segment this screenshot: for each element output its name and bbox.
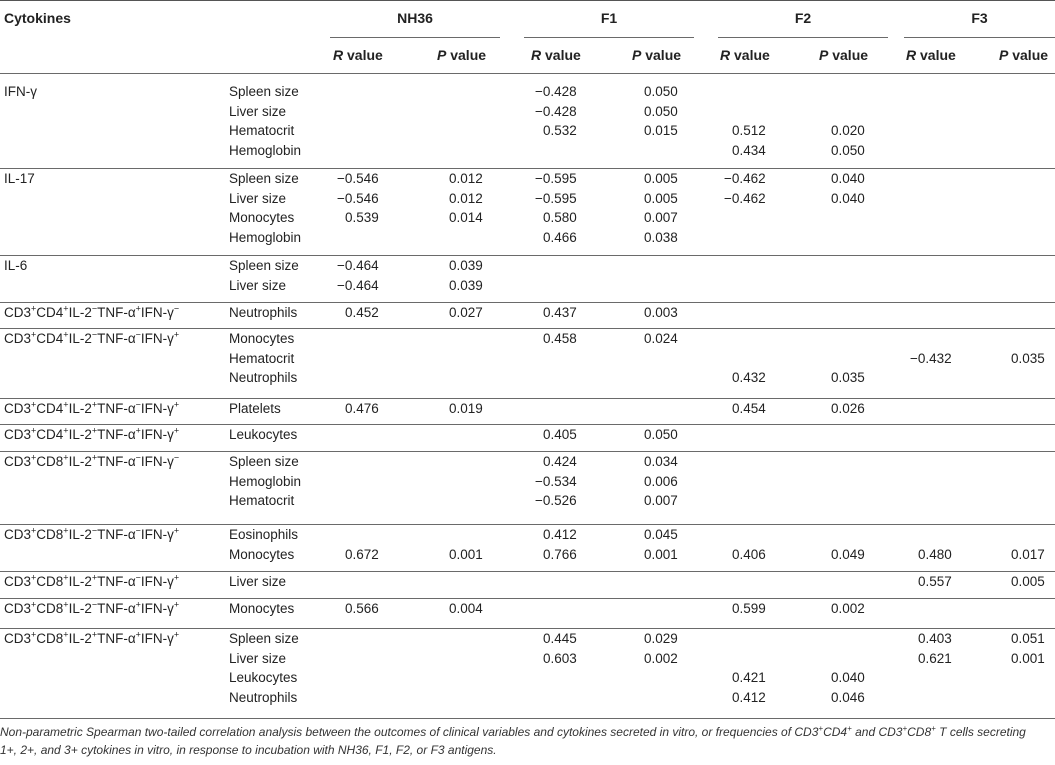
text-segment: CD4: [36, 331, 64, 346]
superscript: +: [63, 629, 69, 640]
superscript: +: [173, 425, 180, 436]
text-segment: TNF-α: [97, 601, 136, 616]
clinical-variable: Hemoglobin: [229, 230, 302, 246]
text-segment: TNF-α: [97, 401, 136, 416]
superscript: −: [91, 525, 98, 536]
p-value-cell-f2: 0.020: [831, 123, 865, 139]
stat-letter: R: [720, 47, 731, 63]
variable-line: [0, 230, 1055, 250]
p-value-header-f1: [632, 47, 681, 63]
superscript: +: [31, 599, 37, 610]
r-value-cell-f3: 0.480: [918, 546, 952, 562]
group-header-f2: F2: [794, 10, 812, 26]
superscript: −: [135, 399, 141, 410]
table-row: [0, 330, 1055, 400]
text-segment: CD3: [4, 601, 32, 616]
superscript: +: [91, 629, 98, 640]
text-segment: TNF-α: [97, 427, 136, 442]
row-divider: [0, 598, 1055, 599]
superscript: +: [63, 329, 69, 340]
text-segment: IFN-γ: [140, 454, 174, 469]
text-segment: IFN-γ: [140, 331, 174, 346]
table-row: [0, 83, 1055, 170]
text-segment: CD8: [36, 527, 64, 542]
text-segment: CD8: [36, 631, 64, 646]
group-header-f1: F1: [600, 10, 618, 26]
variable-line: [0, 370, 1055, 390]
r-value-cell-f2: 0.432: [732, 370, 766, 386]
p-value-cell-f1: 0.006: [644, 473, 678, 489]
superscript: +: [135, 303, 141, 314]
text-segment: CD4: [823, 725, 848, 739]
text-segment: IL-2: [68, 527, 92, 542]
superscript: −: [173, 303, 180, 314]
p-value-cell-f3: 0.005: [1011, 574, 1045, 589]
text-segment: CD4: [36, 305, 64, 320]
text-segment: CD3: [4, 454, 32, 469]
variable-line: [0, 670, 1055, 690]
r-value-cell-nh36: −0.546: [337, 171, 379, 186]
p-value-header-f3: [999, 47, 1048, 63]
superscript: −: [91, 599, 98, 610]
superscript: +: [173, 599, 180, 610]
clinical-variable: Liver size: [229, 190, 287, 206]
table-row: [0, 426, 1055, 453]
superscript: +: [931, 724, 936, 733]
r-value-cell-f1: 0.412: [543, 527, 577, 542]
table-header: [0, 0, 1055, 78]
value-word: value: [730, 47, 770, 63]
superscript: +: [31, 629, 37, 640]
p-value-cell-nh36: 0.001: [449, 546, 483, 562]
r-value-cell-nh36: −0.464: [337, 277, 379, 293]
p-value-cell-nh36: 0.027: [449, 305, 483, 320]
variable-line: [0, 84, 1055, 104]
group-header-nh36: NH36: [397, 10, 433, 26]
r-value-cell-f1: −0.428: [535, 84, 577, 99]
table-row: [0, 400, 1055, 426]
r-value-cell-f3: 0.403: [918, 631, 952, 646]
variable-line: [0, 143, 1055, 163]
group-underline-f2: [718, 37, 888, 38]
variable-line: [0, 104, 1055, 124]
superscript: +: [31, 329, 37, 340]
superscript: +: [135, 599, 141, 610]
p-value-cell-f2: 0.046: [831, 690, 865, 706]
header-rule: [0, 73, 1055, 74]
p-value-cell-nh36: 0.019: [449, 401, 483, 416]
text-segment: CD8: [36, 574, 64, 589]
variable-line: [0, 171, 1055, 191]
clinical-variable: Eosinophils: [229, 527, 299, 542]
p-value-cell-f1: 0.007: [644, 493, 678, 509]
clinical-variable: Platelets: [229, 401, 281, 416]
p-value-cell-f2: 0.002: [831, 601, 865, 616]
variable-line: [0, 427, 1055, 447]
value-word: value: [541, 47, 581, 63]
row-divider: [0, 628, 1055, 629]
variable-line: [0, 454, 1055, 474]
r-value-cell-f2: 0.412: [732, 690, 766, 706]
clinical-variable: Liver size: [229, 574, 287, 589]
r-value-header-nh36: [333, 47, 383, 63]
text-segment: CD4: [36, 427, 64, 442]
p-value-cell-f1: 0.007: [644, 210, 678, 226]
superscript: +: [63, 599, 69, 610]
clinical-variable: Neutrophils: [229, 690, 298, 706]
variable-line: [0, 305, 1055, 325]
variable-line: [0, 123, 1055, 143]
superscript: −: [91, 329, 98, 340]
text-segment: TNF-α: [97, 527, 136, 542]
r-value-cell-f1: 0.766: [543, 546, 577, 562]
text-segment: CD8: [36, 454, 64, 469]
clinical-variable: Hematocrit: [229, 493, 295, 509]
p-value-cell-f2: 0.035: [831, 370, 865, 386]
superscript: +: [173, 399, 180, 410]
clinical-variable: Hematocrit: [229, 123, 295, 139]
p-value-cell-f1: 0.003: [644, 305, 678, 320]
variable-line: [0, 527, 1055, 547]
text-segment: CD3: [4, 401, 32, 416]
superscript: +: [91, 572, 98, 583]
superscript: +: [91, 425, 98, 436]
table-row: [0, 304, 1055, 330]
row-divider: [0, 424, 1055, 425]
stat-letter: P: [632, 47, 642, 63]
p-value-cell-f2: 0.026: [831, 401, 865, 416]
superscript: +: [63, 399, 69, 410]
text-segment: IL-2: [68, 427, 92, 442]
table-bottom-rule: [0, 718, 1055, 719]
table-row: [0, 630, 1055, 710]
cytokines-column-header: Cytokines: [4, 10, 71, 26]
superscript: +: [135, 425, 141, 436]
row-divider: [0, 168, 1055, 169]
r-value-cell-f2: 0.599: [732, 601, 766, 616]
r-value-cell-f2: 0.406: [732, 546, 766, 562]
r-value-cell-f1: −0.428: [535, 103, 577, 119]
variable-line: [0, 210, 1055, 230]
stat-letter: P: [437, 47, 447, 63]
p-value-cell-f1: 0.005: [644, 171, 678, 186]
p-value-cell-f1: 0.001: [644, 546, 678, 562]
row-divider: [0, 328, 1055, 329]
r-value-cell-nh36: 0.672: [345, 546, 379, 562]
value-word: value: [343, 47, 383, 63]
p-value-cell-f3: 0.001: [1011, 650, 1045, 666]
text-segment: IL-2: [68, 305, 92, 320]
value-word: value: [446, 47, 487, 63]
value-word: value: [828, 47, 869, 63]
r-value-cell-f1: 0.603: [543, 650, 577, 666]
text-segment: and CD3: [851, 725, 903, 739]
superscript: −: [135, 572, 141, 583]
clinical-variable: Liver size: [229, 277, 287, 293]
text-segment: TNF-α: [97, 574, 136, 589]
row-divider: [0, 451, 1055, 452]
clinical-variable: Leukocytes: [229, 670, 298, 686]
clinical-variable: Spleen size: [229, 84, 299, 99]
clinical-variable: Neutrophils: [229, 370, 298, 386]
text-segment: CD4: [36, 401, 64, 416]
text-segment: CD3: [4, 331, 32, 346]
variable-line: [0, 493, 1055, 513]
text-segment: IFN-γ: [140, 401, 174, 416]
superscript: +: [63, 572, 69, 583]
p-value-cell-f2: 0.040: [831, 670, 865, 686]
text-segment: IL-2: [68, 401, 92, 416]
variable-line: [0, 278, 1055, 298]
p-value-cell-f1: 0.045: [644, 527, 678, 542]
clinical-variable: Leukocytes: [229, 427, 298, 442]
table-row: [0, 453, 1055, 526]
p-value-cell-f1: 0.024: [644, 331, 678, 346]
superscript: +: [31, 452, 37, 463]
variable-line: [0, 601, 1055, 621]
value-word: value: [641, 47, 682, 63]
superscript: −: [135, 525, 141, 536]
variable-line: [0, 547, 1055, 567]
clinical-variable: Hemoglobin: [229, 473, 302, 489]
table-row: [0, 526, 1055, 573]
clinical-variable: Monocytes: [229, 331, 295, 346]
superscript: +: [63, 525, 69, 536]
text-segment: CD3: [4, 427, 32, 442]
superscript: +: [135, 629, 141, 640]
superscript: +: [173, 329, 180, 340]
clinical-variable: Monocytes: [229, 601, 295, 616]
r-value-cell-f1: −0.595: [535, 190, 577, 206]
text-segment: IL-2: [68, 331, 92, 346]
r-value-cell-nh36: −0.464: [337, 258, 379, 273]
variable-line: [0, 401, 1055, 421]
r-value-cell-f1: 0.424: [543, 454, 577, 469]
r-value-cell-f1: −0.595: [535, 171, 577, 186]
superscript: +: [173, 629, 180, 640]
r-value-cell-f1: −0.534: [535, 473, 577, 489]
r-value-cell-f1: 0.580: [543, 210, 577, 226]
text-segment: CD3: [4, 305, 32, 320]
superscript: +: [173, 572, 180, 583]
p-value-cell-f3: 0.035: [1011, 350, 1045, 366]
group-header-f3: F3: [971, 10, 988, 26]
p-value-cell-f1: 0.050: [644, 84, 678, 99]
variable-line: [0, 651, 1055, 671]
variable-line: [0, 631, 1055, 651]
superscript: −: [91, 303, 98, 314]
superscript: −: [135, 329, 141, 340]
r-value-header-f2: [720, 47, 770, 63]
text-segment: CD3: [4, 631, 32, 646]
text-segment: TNF-α: [97, 631, 136, 646]
text-segment: Non-parametric Spearman two-tailed correlation analysis between the outcomes of clinical variables and cytokines secreted in vitro, or frequencies of CD3: [0, 725, 819, 739]
p-value-cell-nh36: 0.004: [449, 601, 483, 616]
text-segment: IFN-γ: [140, 305, 174, 320]
p-value-cell-f2: 0.040: [831, 190, 865, 206]
p-value-cell-f2: 0.049: [831, 546, 865, 562]
text-segment: IL-2: [68, 631, 92, 646]
r-value-cell-nh36: 0.452: [345, 305, 379, 320]
variable-line: [0, 351, 1055, 371]
clinical-variable: Liver size: [229, 103, 287, 119]
clinical-variable: Spleen size: [229, 631, 299, 646]
stat-letter: R: [906, 47, 917, 63]
r-value-cell-f1: 0.445: [543, 631, 577, 646]
superscript: +: [902, 724, 908, 733]
text-segment: IL-17: [4, 171, 35, 186]
p-value-cell-f1: 0.029: [644, 631, 678, 646]
p-value-cell-f3: 0.051: [1011, 631, 1045, 646]
r-value-cell-f3: 0.621: [918, 650, 952, 666]
variable-line: [0, 690, 1055, 710]
superscript: +: [31, 399, 37, 410]
p-value-cell-f1: 0.050: [644, 427, 678, 442]
r-value-cell-f2: 0.512: [732, 123, 766, 139]
row-divider: [0, 524, 1055, 525]
r-value-cell-nh36: 0.476: [345, 401, 379, 416]
r-value-cell-f2: 0.434: [732, 143, 766, 159]
superscript: −: [173, 452, 180, 463]
table-footnote: [0, 723, 1045, 759]
r-value-cell-f1: −0.526: [535, 493, 577, 509]
p-value-cell-f3: 0.017: [1011, 546, 1045, 562]
p-value-header-f2: [819, 47, 868, 63]
row-divider: [0, 255, 1055, 256]
clinical-variable: Spleen size: [229, 454, 299, 469]
r-value-cell-f1: 0.532: [543, 123, 577, 139]
r-value-cell-f2: −0.462: [724, 171, 766, 186]
r-value-cell-nh36: 0.539: [345, 210, 379, 226]
r-value-cell-f2: −0.462: [724, 190, 766, 206]
text-segment: CD8: [36, 601, 64, 616]
text-segment: IL-2: [68, 601, 92, 616]
p-value-cell-f1: 0.034: [644, 454, 678, 469]
row-divider: [0, 398, 1055, 399]
r-value-cell-f2: 0.454: [732, 401, 766, 416]
r-value-cell-f2: 0.421: [732, 670, 766, 686]
text-segment: IL-2: [68, 574, 92, 589]
r-value-cell-nh36: 0.566: [345, 601, 379, 616]
value-word: value: [916, 47, 956, 63]
stat-letter: R: [531, 47, 542, 63]
clinical-variable: Hematocrit: [229, 350, 295, 366]
text-segment: IL-2: [68, 454, 92, 469]
variable-line: [0, 474, 1055, 494]
row-divider: [0, 571, 1055, 572]
table-top-rule: [0, 0, 1055, 1]
text-segment: IFN-γ: [140, 631, 174, 646]
group-underline-f3: [904, 37, 1055, 38]
p-value-cell-f1: 0.038: [644, 230, 678, 246]
text-segment: CD3: [4, 527, 32, 542]
variable-line: [0, 258, 1055, 278]
text-segment: IFN-γ: [140, 601, 174, 616]
variable-line: [0, 331, 1055, 351]
text-segment: IFN-γ: [140, 427, 174, 442]
p-value-cell-f2: 0.050: [831, 143, 865, 159]
superscript: +: [31, 303, 37, 314]
group-underline-f1: [524, 37, 694, 38]
r-value-cell-f1: 0.437: [543, 305, 577, 320]
r-value-cell-f3: 0.557: [918, 574, 952, 589]
r-value-cell-f1: 0.458: [543, 331, 577, 346]
clinical-variable: Liver size: [229, 650, 287, 666]
text-segment: IFN-γ: [140, 574, 174, 589]
clinical-variable: Hemoglobin: [229, 143, 302, 159]
superscript: +: [847, 724, 852, 733]
table-row: [0, 257, 1055, 304]
row-divider: [0, 302, 1055, 303]
superscript: +: [63, 425, 69, 436]
r-value-cell-f3: −0.432: [910, 350, 952, 366]
superscript: +: [31, 425, 37, 436]
p-value-cell-f2: 0.040: [831, 171, 865, 186]
p-value-cell-f1: 0.050: [644, 103, 678, 119]
superscript: +: [818, 724, 824, 733]
text-segment: T cells secreting 1+, 2+, and 3+ cytokines in vitro, in response to incubation with NH36, F1, F2, or F3 antigens.: [0, 725, 1026, 757]
clinical-variable: Monocytes: [229, 546, 295, 562]
table-row: [0, 573, 1055, 600]
variable-line: [0, 191, 1055, 211]
stat-letter: R: [333, 47, 344, 63]
stat-letter: P: [819, 47, 829, 63]
clinical-variable: Spleen size: [229, 258, 299, 273]
superscript: +: [173, 525, 180, 536]
p-value-cell-nh36: 0.012: [449, 171, 483, 186]
superscript: −: [135, 452, 141, 463]
p-value-header-nh36: [437, 47, 486, 63]
p-value-cell-f1: 0.002: [644, 650, 678, 666]
variable-line: [0, 574, 1055, 594]
text-segment: IL-6: [4, 258, 28, 273]
r-value-cell-f1: 0.466: [543, 230, 577, 246]
p-value-cell-f1: 0.005: [644, 190, 678, 206]
superscript: +: [31, 525, 37, 536]
p-value-cell-nh36: 0.039: [449, 258, 483, 273]
text-segment: CD3: [4, 574, 32, 589]
p-value-cell-f1: 0.015: [644, 123, 678, 139]
text-segment: CD8: [907, 725, 932, 739]
p-value-cell-nh36: 0.012: [449, 190, 483, 206]
stat-letter: P: [999, 47, 1009, 63]
superscript: +: [91, 452, 98, 463]
clinical-variable: Spleen size: [229, 171, 299, 186]
text-segment: TNF-α: [97, 454, 136, 469]
r-value-cell-nh36: −0.546: [337, 190, 379, 206]
r-value-cell-f1: 0.405: [543, 427, 577, 442]
superscript: +: [31, 572, 37, 583]
value-word: value: [1008, 47, 1049, 63]
text-segment: IFN-γ: [140, 527, 174, 542]
text-segment: TNF-α: [97, 331, 136, 346]
text-segment: TNF-α: [97, 305, 136, 320]
table-row: [0, 170, 1055, 257]
group-underline-nh36: [330, 37, 500, 38]
superscript: +: [63, 452, 69, 463]
r-value-header-f3: [906, 47, 956, 63]
table-row: [0, 600, 1055, 630]
p-value-cell-nh36: 0.014: [449, 210, 483, 226]
r-value-header-f1: [531, 47, 581, 63]
superscript: +: [91, 399, 98, 410]
p-value-cell-nh36: 0.039: [449, 277, 483, 293]
clinical-variable: Monocytes: [229, 210, 295, 226]
clinical-variable: Neutrophils: [229, 305, 298, 320]
text-segment: IFN-γ: [4, 84, 37, 99]
superscript: +: [63, 303, 69, 314]
